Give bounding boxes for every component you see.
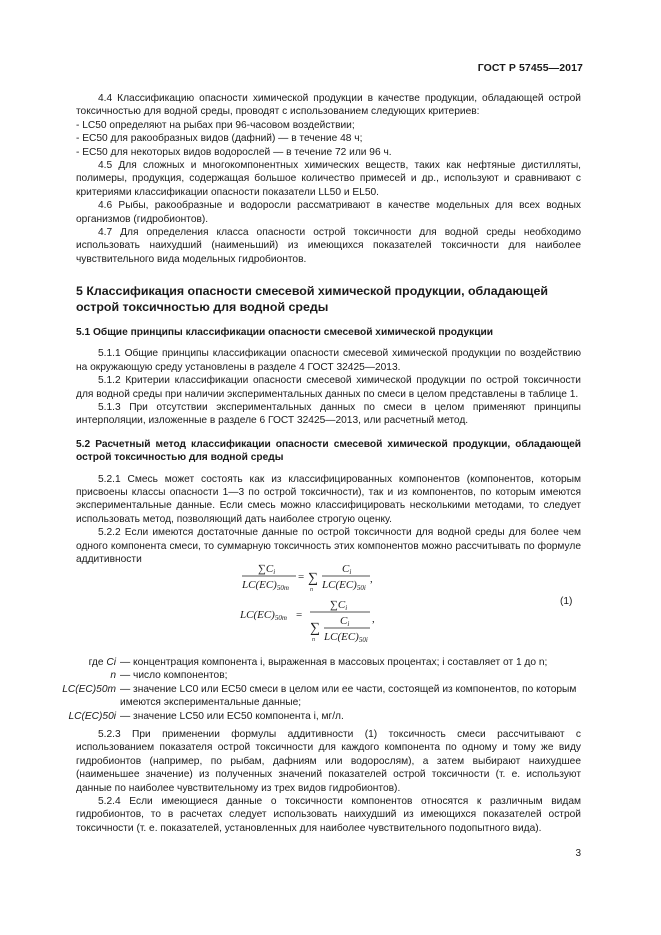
criteria-item-3: - EC50 для некоторых видов водорослей — в течение 72 или 96 ч. xyxy=(76,146,392,158)
definition-lcec50m: LC(EC)50m — значение LC0 или EC50 смеси в целом или ее части, состоящей из компонентов, по которым имеются экспериментальные данные; xyxy=(62,683,577,709)
svg-text:Ci: Ci xyxy=(340,615,350,628)
svg-text:∑Ci: ∑Ci xyxy=(330,599,348,612)
additivity-formula xyxy=(230,560,450,650)
svg-text:∑Ci: ∑Ci xyxy=(258,563,276,576)
paragraph-5-2-3: 5.2.3 При применении формулы аддитивности (1) токсичность смеси рассчитывают с использованием показателя острой токсичности для каждого компонента по одному и тому же виду гидробионтов (например, по рыбам, дафниям или водорослям), а затем выбирают наихудшее (наименьшее значение) из полученных значений показателей острой токсичности (т. е. используют данные по наиболее чувствительному из трех видов гидробионтов). xyxy=(76,729,581,794)
subsection-5-1-heading: 5.1 Общие принципы классификации опасности смесевой химической продукции xyxy=(76,327,494,338)
paragraph-4-6: 4.6 Рыбы, ракообразные и водоросли рассматривают в качестве модельных для всех водных организмов (гидробионтов). xyxy=(76,200,581,225)
paragraph-5-1-1: 5.1.1 Общие принципы классификации опасности смесевой химической продукции по воздействию на окружающую среду установлены в разделе 4 ГОСТ 32425—2013. xyxy=(76,348,581,373)
svg-text:,: , xyxy=(370,573,373,585)
definition-n: n — число компонентов; xyxy=(110,670,228,682)
section-5-2-3-block xyxy=(76,728,581,835)
criteria-item-2: - EC50 для ракообразных видов (дафний) — в течение 48 ч; xyxy=(76,133,363,145)
svg-text:=: = xyxy=(296,609,303,621)
paragraph-4-5: 4.5 Для сложных и многокомпонентных химических веществ, таких как нефтяные дистилляты, полимеры, продукция, содержащая большое количество примесей и др., используют и сравнивают с критериями классификации опасности показатели LL50 и EL50. xyxy=(76,160,581,198)
svg-text:LC(EC)50i: LC(EC)50i xyxy=(322,579,366,592)
page-number: 3 xyxy=(575,848,581,859)
paragraph-5-1-3: 5.1.3 При отсутствии экспериментальных данных по смеси в целом применяют принципы интерполяции, изложенные в разделе 6 ГОСТ 32425—2013, или расчетный метод. xyxy=(76,402,581,427)
svg-text:=: = xyxy=(298,571,305,583)
svg-text:∑: ∑ xyxy=(308,571,318,586)
svg-text:n: n xyxy=(310,587,313,593)
svg-text:∑: ∑ xyxy=(310,621,320,636)
criteria-item-1: - LC50 определяют на рыбах при 96-часовом воздействии; xyxy=(76,119,355,131)
svg-text:LC(EC)50i: LC(EC)50i xyxy=(324,631,368,644)
svg-text:n: n xyxy=(312,637,315,643)
paragraph-5-1-2: 5.1.2 Критерии классификации опасности смесевой химической продукции по острой токсичности для водной среды при наличии экспериментальных данных по смеси в целом представлены в таблице 1. xyxy=(76,375,581,400)
svg-text:LC(EC)50m: LC(EC)50m xyxy=(242,579,289,592)
section-5-1-block xyxy=(76,326,581,567)
document-header: ГОСТ Р 57455—2017 xyxy=(477,62,583,74)
paragraph-5-2-2: 5.2.2 Если имеются достаточные данные по острой токсичности для водной среды для более чем одного компонента смеси, то суммарную токсичность этих компонентов можно рассчитывать по формуле аддитивности xyxy=(76,527,581,566)
section-5-heading: 5 Классификация опасности смесевой химической продукции, обладающей острой токсичностью для водной среды xyxy=(76,284,548,314)
formula-number: (1) xyxy=(560,596,573,607)
paragraph-4-7: 4.7 Для определения класса опасности острой токсичности для водной среды необходимо использовать наихудший (наименьший) из имеющихся показателей токсичности для наиболее чувствительного вида модельных гидробионтов. xyxy=(76,227,581,265)
definition-lcec50i: LC(EC)50i — значение LC50 или EC50 компонента i, мг/л. xyxy=(68,710,344,722)
paragraph-5-2-1: 5.2.1 Смесь может состоять как из классифицированных компонентов (компонентов, которым присвоены классы опасности 1—3 по острой токсичности), так и из компонентов, по которым имеются экспериментальные данные. Если смесь можно классифицировать несколькими методами, то следует использовать метод, позволяющий дать наиболее строгую оценку. xyxy=(76,473,581,525)
svg-text:LC(EC)50m: LC(EC)50m xyxy=(240,609,287,622)
subsection-5-2-heading: 5.2 Расчетный метод классификации опасности смесевой химической продукции, обладающей острой токсичностью для водной среды xyxy=(76,438,581,464)
section-4-block xyxy=(76,92,581,266)
paragraph-5-2-4: 5.2.4 Если имеющиеся данные о токсичности компонентов относятся к различным видам гидробионтов, то в расчетах следует использовать наихудший из имеющихся показателей острой токсичности (т. е. показателей, установленных для наиболее чувствительного подопытного вида). xyxy=(76,796,581,834)
formula-definitions xyxy=(40,656,581,723)
paragraph-4-4: 4.4 Классификацию опасности химической продукции в качестве продукции, обладающей острой токсичностью для водной среды, проводят с использованием следующих критериев: xyxy=(76,93,581,118)
definition-ci: где Ci — концентрация компонента i, выраженная в массовых процентах; i составляет от 1 до n; xyxy=(88,657,548,668)
svg-text:Ci: Ci xyxy=(342,563,352,576)
svg-text:,: , xyxy=(372,613,375,625)
